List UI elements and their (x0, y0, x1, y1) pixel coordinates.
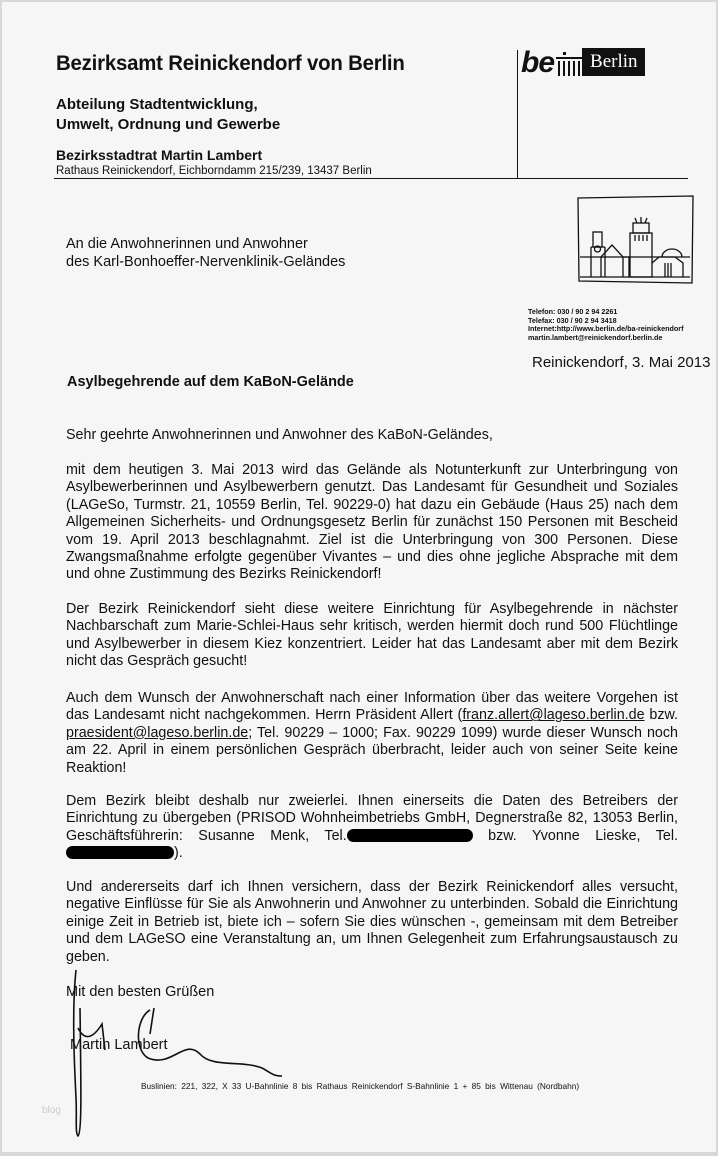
email-link-praesident[interactable]: praesident@lageso.berlin.de (66, 724, 249, 741)
paragraph-4 (66, 793, 678, 863)
recipient-line-1: An die Anwohnerinnen und Anwohner (66, 236, 308, 252)
salutation: Sehr geehrte Anwohnerinnen und Anwohner des KaBoN-Geländes, (66, 427, 493, 443)
brandenburg-gate-icon (556, 48, 582, 78)
paragraph-4-text-a: Dem Bezirk bleibt deshalb nur zweierlei. Ihnen einerseits die Daten des Betreibers der Einrichtung zu übergeben (PRISOD Wohnheimbetriebs GmbH, Degnerstraße 82, 13053 Berlin, Geschäftsführerin: Susanne Menk, Tel. (66, 793, 678, 844)
official-name: Bezirksstadtrat Martin Lambert (56, 147, 263, 163)
department-line-1: Abteilung Stadtentwicklung, (56, 96, 258, 113)
logo-be-mark: be (521, 46, 555, 79)
recipient-block (66, 235, 345, 271)
redacted-phone-1 (347, 829, 473, 842)
fax: Telefax: 030 / 90 2 94 3418 (528, 315, 617, 325)
paragraph-2: Der Bezirk Reinickendorf sieht diese weitere Einrichtung für Asylbegehrende in nächster Nachbarschaft zum Marie-Schlei-Haus sehr kritisch, werden hiermit doch rund 500 Flüchtlinge und Asylbewerber in diesem Kiez konzentriert. Leider hat das Landesamt aber mit dem Bezirk nicht das Gespräch gesucht! (66, 601, 678, 670)
email: martin.lambert@reinickendorf.berlin.de (528, 332, 663, 342)
paragraph-3-text-a: Auch dem Wunsch der Anwohnerschaft nach einer Information über das weitere Vorgehen ist das Landesamt nicht nachgekommen. Herrn Präsident Allert ( (66, 690, 678, 724)
email-link-franz-allert[interactable]: franz.allert@lageso.berlin.de (462, 707, 645, 724)
header-divider (54, 178, 688, 179)
town-hall-sketch-icon (575, 195, 695, 285)
paragraph-3-text-b: bzw. (644, 707, 678, 724)
watermark: blog (42, 1105, 61, 1116)
paragraph-3-text-c: ; Tel. 90229 – 1000; Fax. 90229 1099) wurde dieser Wunsch noch am 22. April in einem persönlichen Gespräch überbracht, leider auch von seiner Seite keine Reaktion! (66, 724, 678, 776)
letter-page (2, 2, 716, 1152)
berlin-logo (521, 48, 645, 84)
signer-name: Martin Lambert (70, 1037, 168, 1053)
closing: Mit den besten Grüßen (66, 984, 215, 1000)
paragraph-5: Und andererseits darf ich Ihnen versichern, dass der Bezirk Reinickendorf alles versucht, negative Einflüsse für Sie als Anwohnerin und Anwohner zu unterbinden. Sobald die Einrichtung einige Zeit in Betrieb ist, biete ich – sofern Sie dies wünschen -, gemeinsam mit dem Betreiber und dem LAGeSO eine Veranstaltung an, um Ihnen Gelegenheit zum Erfahrungsaustausch zu geben. (66, 879, 678, 965)
department (56, 95, 280, 135)
paragraph-1: mit dem heutigen 3. Mai 2013 wird das Gelände als Notunterkunft zur Unterbringung von Asylbewerberinnen und Asylbewerbern genutzt. Das Landesamt für Gesundheit und Soziales (LAGeSo, Turmstr. 21, 10559 Berlin, Tel. 90229-0) hat dazu ein Gebäude (Haus 25) nach dem Allgemeinen Sicherheits- und Ordnungsgesetz Berlin für zunächst 150 Personen mit Bescheid vom 19. April 2013 beschlagnahmt. Ziel ist die Unterbringung von 300 Personen. Diese Zwangsmaßnahme erfolgte gegenüber Vivantes – und dies ohne jegliche Absprache mit dem und ohne Zustimmung des Bezirks Reinickendorf! (66, 462, 678, 583)
sender-address: Rathaus Reinickendorf, Eichborndamm 215/239, 13437 Berlin (56, 165, 372, 177)
contact-block (528, 308, 683, 342)
department-line-2: Umwelt, Ordnung und Gewerbe (56, 116, 281, 133)
redacted-phone-2 (66, 846, 174, 859)
paragraph-4-text-b: bzw. Yvonne Lieske, Tel. (472, 827, 678, 844)
organization-title: Bezirksamt Reinickendorf von Berlin (56, 52, 405, 75)
letter-date: Reinickendorf, 3. Mai 2013 (532, 354, 711, 371)
recipient-line-2: des Karl-Bonhoeffer-Nervenklinik-Geländes (66, 254, 346, 270)
website: Internet:http://www.berlin.de/ba-reinickendorf (528, 324, 684, 333)
telephone: Telefon: 030 / 90 2 94 2261 (528, 307, 618, 316)
logo-divider (517, 50, 518, 179)
footer-transit-info: Buslinien: 221, 322, X 33 U-Bahnlinie 8 bis Rathaus Reinickendorf S-Bahnlinie 1 + 85 bis Wittenau (Nordbahn) (141, 1081, 580, 1091)
logo-berlin-label: Berlin (582, 48, 645, 76)
handwritten-signature (62, 968, 302, 1138)
subject-line: Asylbegehrende auf dem KaBoN-Gelände (67, 374, 354, 390)
paragraph-4-text-c: ). (174, 845, 183, 862)
paragraph-3 (66, 690, 678, 777)
